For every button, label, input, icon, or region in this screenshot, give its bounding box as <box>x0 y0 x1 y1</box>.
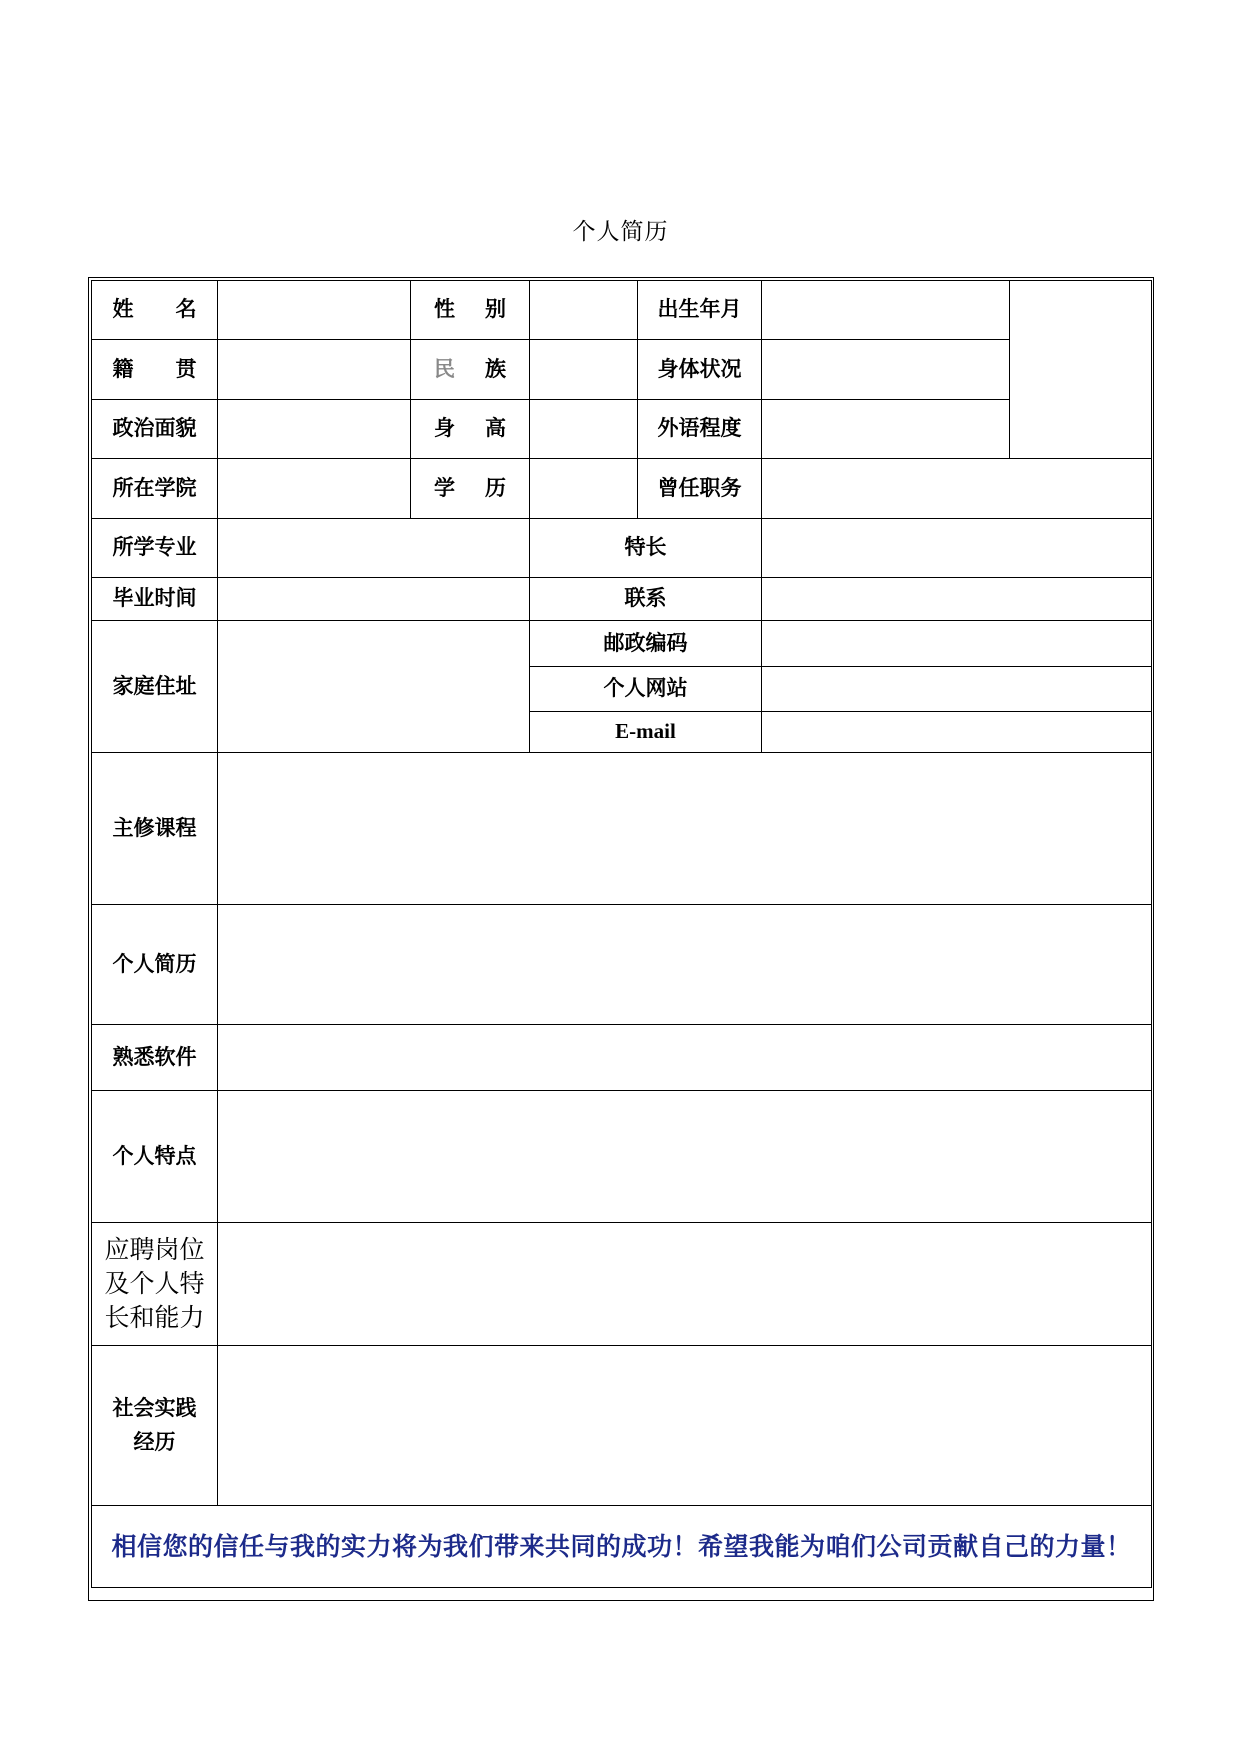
label-contact: 联系 <box>530 578 762 621</box>
field-software[interactable] <box>218 1025 1152 1091</box>
label-postcode: 邮政编码 <box>530 621 762 667</box>
table-row <box>92 621 1152 667</box>
field-postcode[interactable] <box>762 621 1152 667</box>
field-social-practice[interactable] <box>218 1346 1152 1506</box>
label-position-ability: 应聘岗位 及个人特 长和能力 <box>92 1223 218 1346</box>
field-health[interactable] <box>762 340 1010 400</box>
field-native-place[interactable] <box>218 340 411 400</box>
field-position-ability[interactable] <box>218 1223 1152 1346</box>
field-gender[interactable] <box>530 281 638 340</box>
label-birth: 出生年月 <box>638 281 762 340</box>
label-software: 熟悉软件 <box>92 1025 218 1091</box>
label-resume: 个人简历 <box>92 905 218 1025</box>
label-health: 身体状况 <box>638 340 762 400</box>
table-row <box>92 1025 1152 1091</box>
label-courses: 主修课程 <box>92 753 218 905</box>
table-row <box>92 281 1152 340</box>
label-gender: 性 别 <box>411 281 530 340</box>
label-home-address: 家庭住址 <box>92 621 218 753</box>
photo-cell[interactable] <box>1010 281 1152 459</box>
field-college[interactable] <box>218 459 411 519</box>
label-foreign-language: 外语程度 <box>638 400 762 459</box>
table-row <box>92 905 1152 1025</box>
field-former-post[interactable] <box>762 459 1152 519</box>
table-row <box>92 400 1152 459</box>
label-name: 姓 名 <box>92 281 218 340</box>
table-row <box>92 459 1152 519</box>
closing-statement: 相信您的信任与我的实力将为我们带来共同的成功！希望我能为咱们公司贡献自己的力量！ <box>92 1506 1152 1588</box>
table-row <box>92 578 1152 621</box>
field-political[interactable] <box>218 400 411 459</box>
label-social-practice: 社会实践 经历 <box>92 1346 218 1506</box>
field-courses[interactable] <box>218 753 1152 905</box>
field-education[interactable] <box>530 459 638 519</box>
field-ethnicity[interactable] <box>530 340 638 400</box>
label-education: 学 历 <box>411 459 530 519</box>
label-native-place: 籍 贯 <box>92 340 218 400</box>
label-height: 身 高 <box>411 400 530 459</box>
label-email: E-mail <box>530 712 762 753</box>
field-contact[interactable] <box>762 578 1152 621</box>
table-row <box>92 753 1152 905</box>
table-row <box>92 519 1152 578</box>
label-specialty: 特长 <box>530 519 762 578</box>
field-major[interactable] <box>218 519 530 578</box>
field-foreign-language[interactable] <box>762 400 1010 459</box>
label-former-post: 曾任职务 <box>638 459 762 519</box>
label-graduation-time: 毕业时间 <box>92 578 218 621</box>
label-website: 个人网站 <box>530 667 762 712</box>
table-row <box>92 1346 1152 1506</box>
field-resume[interactable] <box>218 905 1152 1025</box>
field-home-address[interactable] <box>218 621 530 753</box>
label-traits: 个人特点 <box>92 1091 218 1223</box>
table-row <box>92 1091 1152 1223</box>
field-website[interactable] <box>762 667 1152 712</box>
page-title: 个人简历 <box>572 219 669 245</box>
label-major: 所学专业 <box>92 519 218 578</box>
label-college: 所在学院 <box>92 459 218 519</box>
field-graduation-time[interactable] <box>218 578 530 621</box>
table-row <box>92 340 1152 400</box>
table-row <box>92 1223 1152 1346</box>
field-email[interactable] <box>762 712 1152 753</box>
label-ethnicity: 民 族 <box>411 340 530 400</box>
field-birth[interactable] <box>762 281 1010 340</box>
field-traits[interactable] <box>218 1091 1152 1223</box>
field-specialty[interactable] <box>762 519 1152 578</box>
label-political: 政治面貌 <box>92 400 218 459</box>
field-name[interactable] <box>218 281 411 340</box>
field-height[interactable] <box>530 400 638 459</box>
table-row <box>92 1506 1152 1588</box>
resume-table <box>91 280 1152 1588</box>
